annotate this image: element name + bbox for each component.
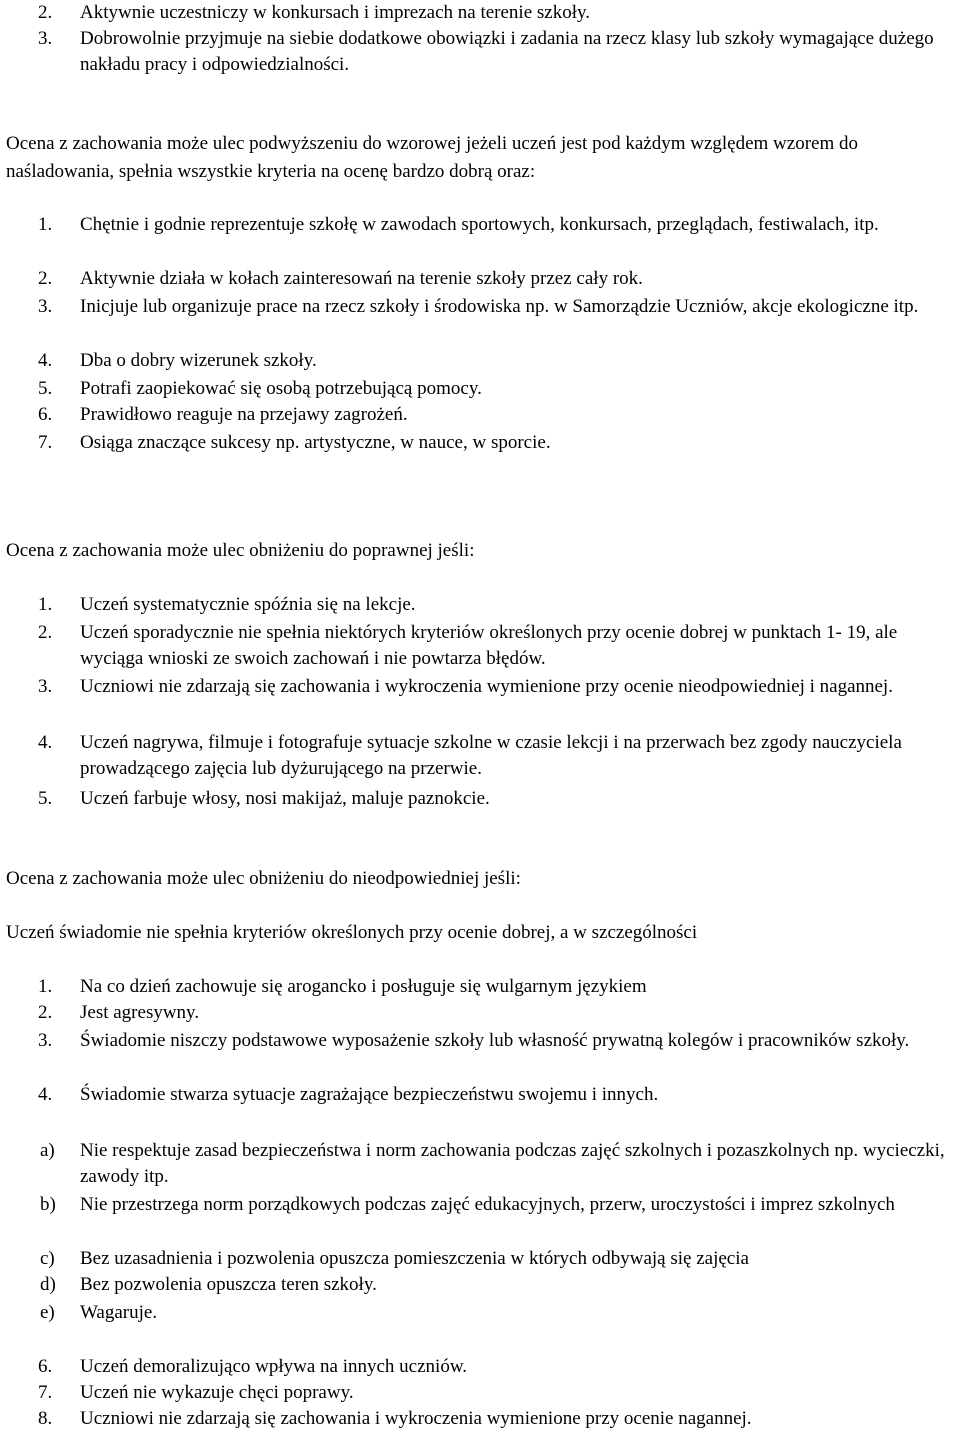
item-number: 1. (38, 214, 53, 235)
item-text: Dobrowolnie przyjmuje na siebie dodatkowe obowiązki i zadania na rzecz klasy lub szkoły wymagające dużego nakładu pracy i odpowiedzialności. (80, 28, 934, 75)
list-item (6, 786, 956, 812)
item-text: Świadomie niszczy podstawowe wyposażenie szkoły lub własność prywatną kolegów i pracowników szkoły. (80, 1030, 910, 1051)
item-number: 3. (38, 1030, 53, 1051)
item-text: Uczeń demoralizująco wpływa na innych uczniów. (80, 1356, 468, 1377)
item-number: 2. (38, 622, 53, 643)
item-number: 1. (38, 976, 53, 997)
item-text: Dba o dobry wizerunek szkoły. (80, 350, 317, 371)
item-text: Uczniowi nie zdarzają się zachowania i wykroczenia wymienione przy ocenie nieodpowiedniej i nagannej. (80, 676, 893, 697)
paragraph-wzorowa-intro: Ocena z zachowania może ulec podwyższeniu do wzorowej jeżeli uczeń jest pod każdym względem wzorem do naśladowania, spełnia wszystkie kryteria na ocenę bardzo dobrą oraz: (6, 133, 859, 182)
list-item (6, 212, 956, 238)
item-number: 8. (38, 1408, 53, 1429)
list-item (6, 1028, 956, 1054)
list-item (6, 294, 956, 320)
item-number: 3. (38, 296, 53, 317)
list-item (6, 620, 956, 672)
item-letter: e) (40, 1302, 55, 1323)
item-letter: c) (40, 1248, 55, 1269)
item-number: 2. (38, 268, 53, 289)
list-item (6, 1272, 956, 1298)
item-number: 4. (38, 350, 53, 371)
list-item (6, 1192, 956, 1218)
item-text: Prawidłowo reaguje na przejawy zagrożeń. (80, 404, 408, 425)
item-text: Aktywnie uczestniczy w konkursach i imprezach na terenie szkoły. (80, 2, 590, 23)
item-text: Uczeń systematycznie spóźnia się na lekcje. (80, 594, 416, 615)
item-text: Uczeń nie wykazuje chęci poprawy. (80, 1382, 354, 1403)
item-text: Uczeń farbuje włosy, nosi makijaż, maluje paznokcie. (80, 788, 490, 809)
list-item (6, 0, 956, 26)
item-number: 5. (38, 378, 53, 399)
item-text: Wagaruje. (80, 1302, 158, 1323)
item-text: Nie przestrzega norm porządkowych podczas zajęć edukacyjnych, przerw, uroczystości i imprez szkolnych (80, 1194, 895, 1215)
item-text: Na co dzień zachowuje się arogancko i posługuje się wulgarnym językiem (80, 976, 647, 997)
list-item (6, 1300, 956, 1326)
list-item (6, 730, 956, 782)
item-text: Bez uzasadnienia i pozwolenia opuszcza pomieszczenia w których odbywają się zajęcia (80, 1248, 749, 1269)
item-letter: d) (40, 1274, 56, 1295)
section-heading-nieodpowiednia: Ocena z zachowania może ulec obniżeniu do nieodpowiedniej jeśli: (6, 868, 521, 889)
list-item (6, 266, 956, 292)
list-item (6, 674, 956, 700)
list-item (6, 26, 956, 78)
item-text: Potrafi zaopiekować się osobą potrzebującą pomocy. (80, 378, 482, 399)
item-text: Chętnie i godnie reprezentuje szkołę w zawodach sportowych, konkursach, przeglądach, festiwalach, itp. (80, 214, 879, 235)
item-text: Świadomie stwarza sytuacje zagrażające bezpieczeństwu swojemu i innych. (80, 1084, 659, 1105)
list-item (6, 974, 956, 1000)
item-number: 4. (38, 732, 53, 753)
item-text: Aktywnie działa w kołach zainteresowań na terenie szkoły przez cały rok. (80, 268, 643, 289)
item-number: 7. (38, 432, 53, 453)
paragraph-nieodpowiednia-intro: Uczeń świadomie nie spełnia kryteriów określonych przy ocenie dobrej, a w szczególności (6, 922, 698, 943)
item-text: Uczeń nagrywa, filmuje i fotografuje sytuacje szkolne w czasie lekcji i na przerwach bez zgody nauczyciela prowadzącego zajęcia lub dyżurującego na przerwie. (80, 732, 902, 779)
item-number: 7. (38, 1382, 53, 1403)
item-number: 2. (38, 2, 53, 23)
item-number: 6. (38, 404, 53, 425)
list-item (6, 376, 956, 402)
item-text: Jest agresywny. (80, 1002, 200, 1023)
item-text: Bez pozwolenia opuszcza teren szkoły. (80, 1274, 377, 1295)
item-number: 3. (38, 28, 53, 49)
item-text: Uczniowi nie zdarzają się zachowania i wykroczenia wymienione przy ocenie nagannej. (80, 1408, 752, 1429)
list-item (6, 1354, 956, 1380)
list-item (6, 1138, 956, 1190)
list-item (6, 348, 956, 374)
item-letter: a) (40, 1140, 55, 1161)
list-item (6, 1000, 956, 1026)
list-item (6, 1082, 956, 1108)
item-text: Inicjuje lub organizuje prace na rzecz szkoły i środowiska np. w Samorządzie Uczniów, akcje ekologiczne itp. (80, 296, 919, 317)
list-item (6, 430, 956, 456)
section-heading-poprawna: Ocena z zachowania może ulec obniżeniu do poprawnej jeśli: (6, 540, 475, 561)
list-item (6, 1380, 956, 1406)
item-number: 2. (38, 1002, 53, 1023)
item-number: 6. (38, 1356, 53, 1377)
item-number: 3. (38, 676, 53, 697)
item-number: 1. (38, 594, 53, 615)
item-letter: b) (40, 1194, 56, 1215)
list-item (6, 592, 956, 618)
list-item (6, 1246, 956, 1272)
item-text: Nie respektuje zasad bezpieczeństwa i norm zachowania podczas zajęć szkolnych i pozaszkolnych np. wycieczki, zawody itp. (80, 1140, 945, 1187)
list-item (6, 402, 956, 428)
item-number: 5. (38, 788, 53, 809)
item-text: Osiąga znaczące sukcesy np. artystyczne, w nauce, w sporcie. (80, 432, 551, 453)
item-number: 4. (38, 1084, 53, 1105)
item-text: Uczeń sporadycznie nie spełnia niektórych kryteriów określonych przy ocenie dobrej w punktach 1- 19, ale wyciąga wnioski ze swoich zachowań i nie powtarza błędów. (80, 622, 898, 669)
list-item (6, 1406, 956, 1432)
